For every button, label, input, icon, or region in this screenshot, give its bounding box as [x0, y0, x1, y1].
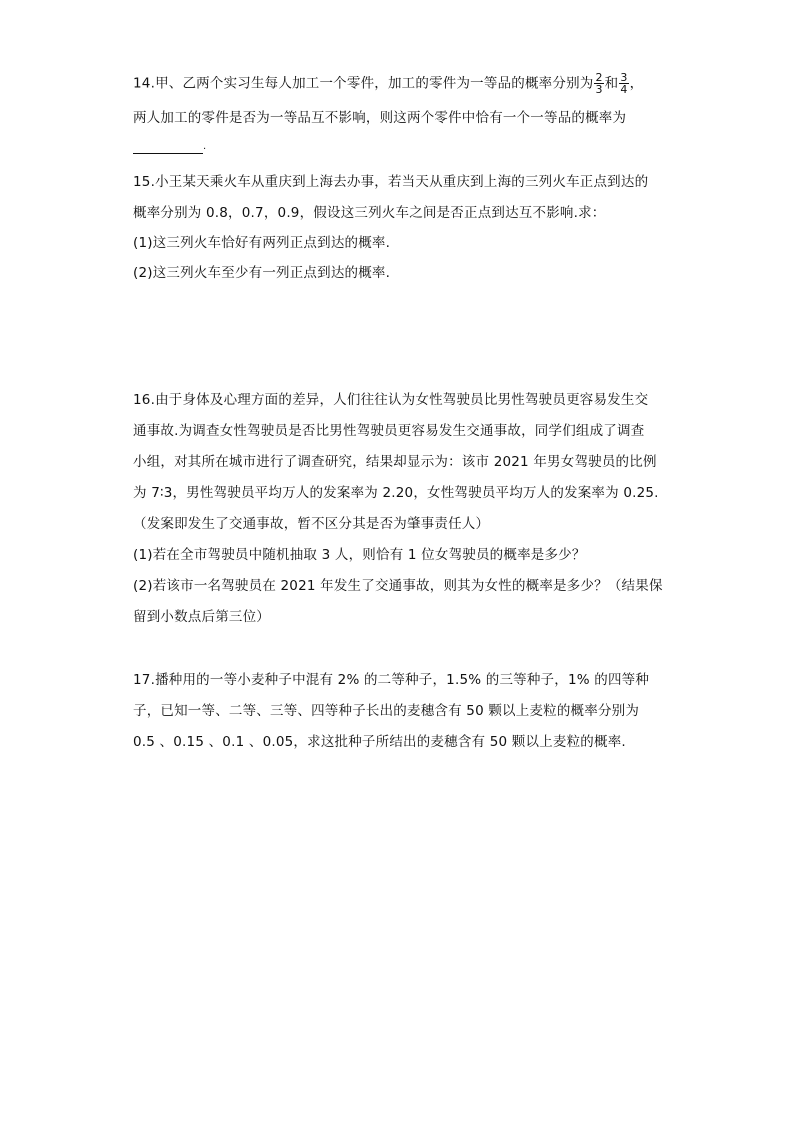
q15-line1: 15.小王某天乘火车从重庆到上海去办事，若当天从重庆到上海的三列火车正点到达的 [133, 174, 649, 190]
fraction-three-fourths: $\frac{3}{4}$ [620, 71, 628, 96]
q16-part2-line1: (2)若该市一名驾驶员在 2021 年发生了交通事故，则其为女性的概率是多少？（结果保 [133, 578, 663, 594]
q16-line2: 通事故.为调查女性驾驶员是否比男性驾驶员更容易发生交通事故，同学们组成了调查 [133, 423, 645, 439]
q14-line1-end: ， [629, 75, 644, 92]
q14-line2: 两人加工的零件是否为一等品互不影响，则这两个零件中恰有一个一等品的概率为 [133, 110, 627, 126]
q16-part2-line2: 留到小数点后第三位） [133, 609, 270, 625]
q14-answer-blank [133, 153, 203, 154]
q16-line1: 16.由于身体及心理方面的差异，人们往往认为女性驾驶员比男性驾驶员更容易发生交 [133, 392, 649, 408]
q14-line1 [133, 72, 643, 95]
q16-part1: (1)若在全市驾驶员中随机抽取 3 人，则恰有 1 位女驾驶员的概率是多少？ [133, 547, 586, 563]
q16-line5: （发案即发生了交通事故，暂不区分其是否为肇事责任人） [133, 516, 490, 532]
q16-line3: 小组，对其所在城市进行了调查研究，结果却显示为：该市 2021 年男女驾驶员的比例 [133, 454, 657, 470]
q17-line1: 17.播种用的一等小麦种子中混有 2% 的二等种子，1.5% 的三等种子，1% 的四等种 [133, 672, 650, 688]
q17-line3: 0.5 、0.15 、0.1 、0.05，求这批种子所结出的麦穗含有 50 颗以上麦粒的概率. [133, 734, 626, 750]
q14-line1-text: 14.甲、乙两个实习生每人加工一个零件，加工的零件为一等品的概率分别为 [133, 75, 594, 92]
q14-blank-end: . [203, 141, 207, 152]
q15-part1: (1)这三列火车恰好有两列正点到达的概率. [133, 235, 391, 251]
q17-line2: 子，已知一等、二等、三等、四等种子长出的麦穗含有 50 颗以上麦粒的概率分别为 [133, 703, 640, 719]
q15-line2: 概率分别为 0.8，0.7，0.9，假设这三列火车之间是否正点到达互不影响.求： [133, 205, 606, 221]
q15-part2: (2)这三列火车至少有一列正点到达的概率. [133, 265, 391, 281]
fraction-two-thirds: $\frac{2}{3}$ [595, 71, 603, 96]
q14-conjunction: 和 [604, 75, 619, 92]
q16-line4: 为 7∶3，男性驾驶员平均万人的发案率为 2.20，女性驾驶员平均万人的发案率为 0.25. [133, 485, 659, 501]
